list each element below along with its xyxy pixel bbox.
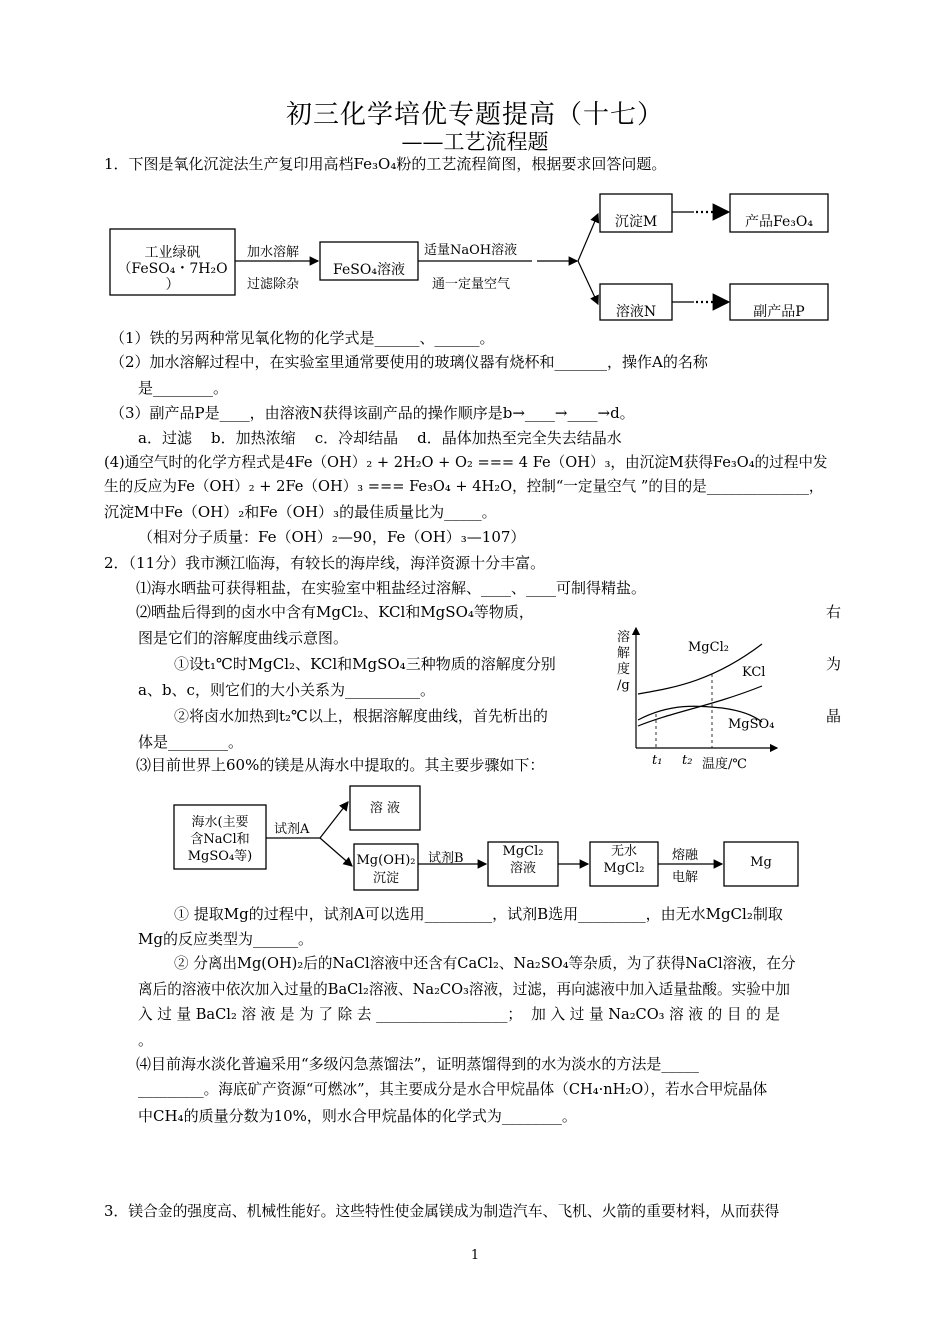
- anhydrous-l2: MgCl₂: [603, 861, 645, 876]
- flow-step2-bot: 通一定量空气: [432, 277, 511, 292]
- graph-xlabel: 温度/℃: [702, 757, 747, 772]
- mg-flow-electrolysis: [672, 845, 698, 889]
- mg-flow-anhydrous: [590, 843, 658, 877]
- q2-s3e: 入 过 量 BaCl₂ 溶 液 是 为 了 除 去 __________________； 加 入 过 量 Na₂CO₃ 溶 液 的 目 的 是: [138, 1006, 780, 1023]
- mg-flow-mgcl2-solution: [488, 843, 558, 877]
- mg-flow-seawater: [174, 814, 266, 865]
- q1-p1: （1）铁的另两种常见氧化物的化学式是______、______。: [110, 329, 495, 347]
- q2-s4a: ⑷目前海水淡化普遍采用“多级闪急蒸馏法”，证明蒸馏得到的水为淡水的方法是_____: [136, 1055, 699, 1073]
- q1-p3-options: a．过滤 b．加热浓缩 c．冷却结晶 d．晶体加热至完全失去结晶水: [138, 429, 622, 447]
- page-subtitle: ——工艺流程题: [401, 130, 549, 154]
- graph-label-t1: t₁: [652, 753, 663, 768]
- q2-s3b: Mg的反应类型为______。: [138, 930, 313, 948]
- electrolysis-l2: 电解: [672, 870, 699, 885]
- q2-s2a-end: 右: [826, 603, 842, 621]
- flow-step1-bot: 过滤除杂: [247, 277, 300, 292]
- graph-ylabel-3: 度: [617, 662, 631, 677]
- flow-step2-top: 适量NaOH溶液: [424, 243, 518, 258]
- mg-flow-reagent-a: 试剂A: [274, 822, 310, 837]
- mg-flow-solution: 溶 液: [369, 801, 401, 816]
- q2-stem: 2．（11分）我市濒江临海，有较长的海岸线，海洋资源十分丰富。: [104, 554, 546, 572]
- q1-stem: 1．下图是氧化沉淀法生产复印用高档Fe₃O₄粉的工艺流程简图，根据要求回答问题。: [104, 155, 667, 173]
- q2-s2e-end: 晶: [826, 707, 842, 725]
- q2-s3a: ① 提取Mg的过程中，试剂A可以选用_________，试剂B选用_________，由无水MgCl₂制取: [174, 905, 783, 923]
- mgoh2-l1: Mg(OH)₂: [356, 853, 416, 868]
- mg-flow-diagram: [170, 780, 810, 895]
- flow-step1-top: 加水溶解: [247, 245, 300, 260]
- graph-ylabel-1: 溶: [617, 630, 631, 645]
- flow-start-box: [110, 245, 235, 293]
- anhydrous-l1: 无水: [610, 844, 637, 859]
- q2-s4b: _________。海底矿产资源“可燃冰”，其主要成分是水合甲烷晶体（CH₄·nH₂O），若水合甲烷晶体: [138, 1081, 768, 1098]
- mgoh2-l2: 沉淀: [372, 871, 399, 886]
- mg-flow-reagent-b: 试剂B: [428, 851, 464, 866]
- graph-label-kcl: KCl: [742, 665, 766, 680]
- electrolysis-l1: 熔融: [672, 848, 699, 863]
- graph-label-mgcl2: MgCl₂: [688, 640, 729, 655]
- mg-flow-mg: Mg: [750, 855, 772, 870]
- graph-yunit: /g: [617, 678, 630, 693]
- q2-s1: ⑴海水晒盐可获得粗盐，在实验室中粗盐经过溶解、____、____可制得精盐。: [136, 579, 647, 597]
- flow-sol-n: 溶液N: [615, 304, 657, 320]
- q2-s4c: 中CH₄的质量分数为10%，则水合甲烷晶体的化学式为________。: [138, 1107, 577, 1125]
- q2-s2e: ②将卤水加热到t₂℃以上，根据溶解度曲线，首先析出的: [174, 707, 548, 725]
- seawater-l1: 海水(主要: [191, 815, 249, 830]
- flow-ppt-m: 沉淀M: [614, 214, 658, 230]
- flow-byproduct: 副产品P: [753, 304, 805, 320]
- graph-ylabel: [617, 630, 630, 694]
- q2-s3d: 离后的溶液中依次加入过量的BaCl₂溶液、Na₂CO₃溶液，过滤，再向滤液中加入适量盐酸。实验中加: [138, 981, 790, 998]
- mg-flow-mgoh2: [354, 852, 418, 888]
- q1-p3: （3）副产品P是____，由溶液N获得该副产品的操作顺序是b→____→____→d。: [110, 404, 635, 422]
- seawater-l3: MgSO₄等): [187, 849, 253, 864]
- q2-s2c: ①设t₁℃时MgCl₂、KCl和MgSO₄三种物质的溶解度分别: [174, 655, 556, 673]
- flow-start-l2: （FeSO₄・7H₂O: [117, 261, 228, 277]
- q2-s2f: 体是________。: [138, 733, 244, 751]
- page-number: 1: [470, 1248, 480, 1263]
- page-title: 初三化学培优专题提高（十七）: [285, 100, 664, 130]
- q2-s3: ⑶目前世界上60%的镁是从海水中提取的。其主要步骤如下：: [136, 756, 545, 774]
- flow-mid: FeSO₄溶液: [333, 262, 405, 278]
- q2-s3c: ② 分离出Mg(OH)₂后的NaCl溶液中还含有CaCl₂、Na₂SO₄等杂质，为了获得NaCl溶液，在分: [174, 955, 796, 972]
- q2-s2c-end: 为: [826, 655, 842, 673]
- graph-ylabel-2: 解: [617, 646, 631, 661]
- seawater-l2: 含NaCl和: [190, 832, 250, 847]
- flow-product: 产品Fe₃O₄: [745, 214, 813, 230]
- mgcl2-sol-l1: MgCl₂: [502, 844, 544, 859]
- flow-start-l3: ）: [165, 277, 180, 293]
- q1-p2a: （2）加水溶解过程中，在实验室里通常要使用的玻璃仪器有烧杯和_______，操作A的名称: [110, 353, 708, 371]
- q3-stem: 3．镁合金的强度高、机械性能好。这些特性使金属镁成为制造汽车、飞机、火箭的重要材料，从而获得: [104, 1203, 780, 1220]
- q2-s2a: ⑵晒盐后得到的卤水中含有MgCl₂、KCl和MgSO₄等物质，: [136, 603, 534, 621]
- graph-label-mgso4: MgSO₄: [728, 717, 775, 732]
- flow-start-l1: 工业绿矾: [144, 245, 201, 261]
- q1-p4a: (4)通空气时的化学方程式是4Fe（OH）₂ + 2H₂O + O₂ === 4 Fe（OH）₃，由沉淀M获得Fe₃O₄的过程中发: [104, 454, 828, 471]
- q1-p2b: 是________。: [138, 379, 229, 397]
- graph-label-t2: t₂: [682, 753, 693, 768]
- q1-p4c: 沉淀M中Fe（OH）₂和Fe（OH）₃的最佳质量比为_____。: [104, 503, 497, 521]
- q1-p4b: 生的反应为Fe（OH）₂ + 2Fe（OH）₃ === Fe₃O₄ + 4H₂O，控制“一定量空气 ”的目的是______________，: [104, 478, 824, 495]
- q2-s2b: 图是它们的溶解度曲线示意图。: [138, 629, 349, 647]
- q2-s2d: a、b、c，则它们的大小关系为__________。: [138, 681, 435, 699]
- q1-p4d: （相对分子质量：Fe（OH）₂—90，Fe（OH）₃—107）: [138, 528, 526, 546]
- q2-s3f: 。: [138, 1031, 154, 1049]
- mgcl2-sol-l2: 溶液: [509, 861, 536, 876]
